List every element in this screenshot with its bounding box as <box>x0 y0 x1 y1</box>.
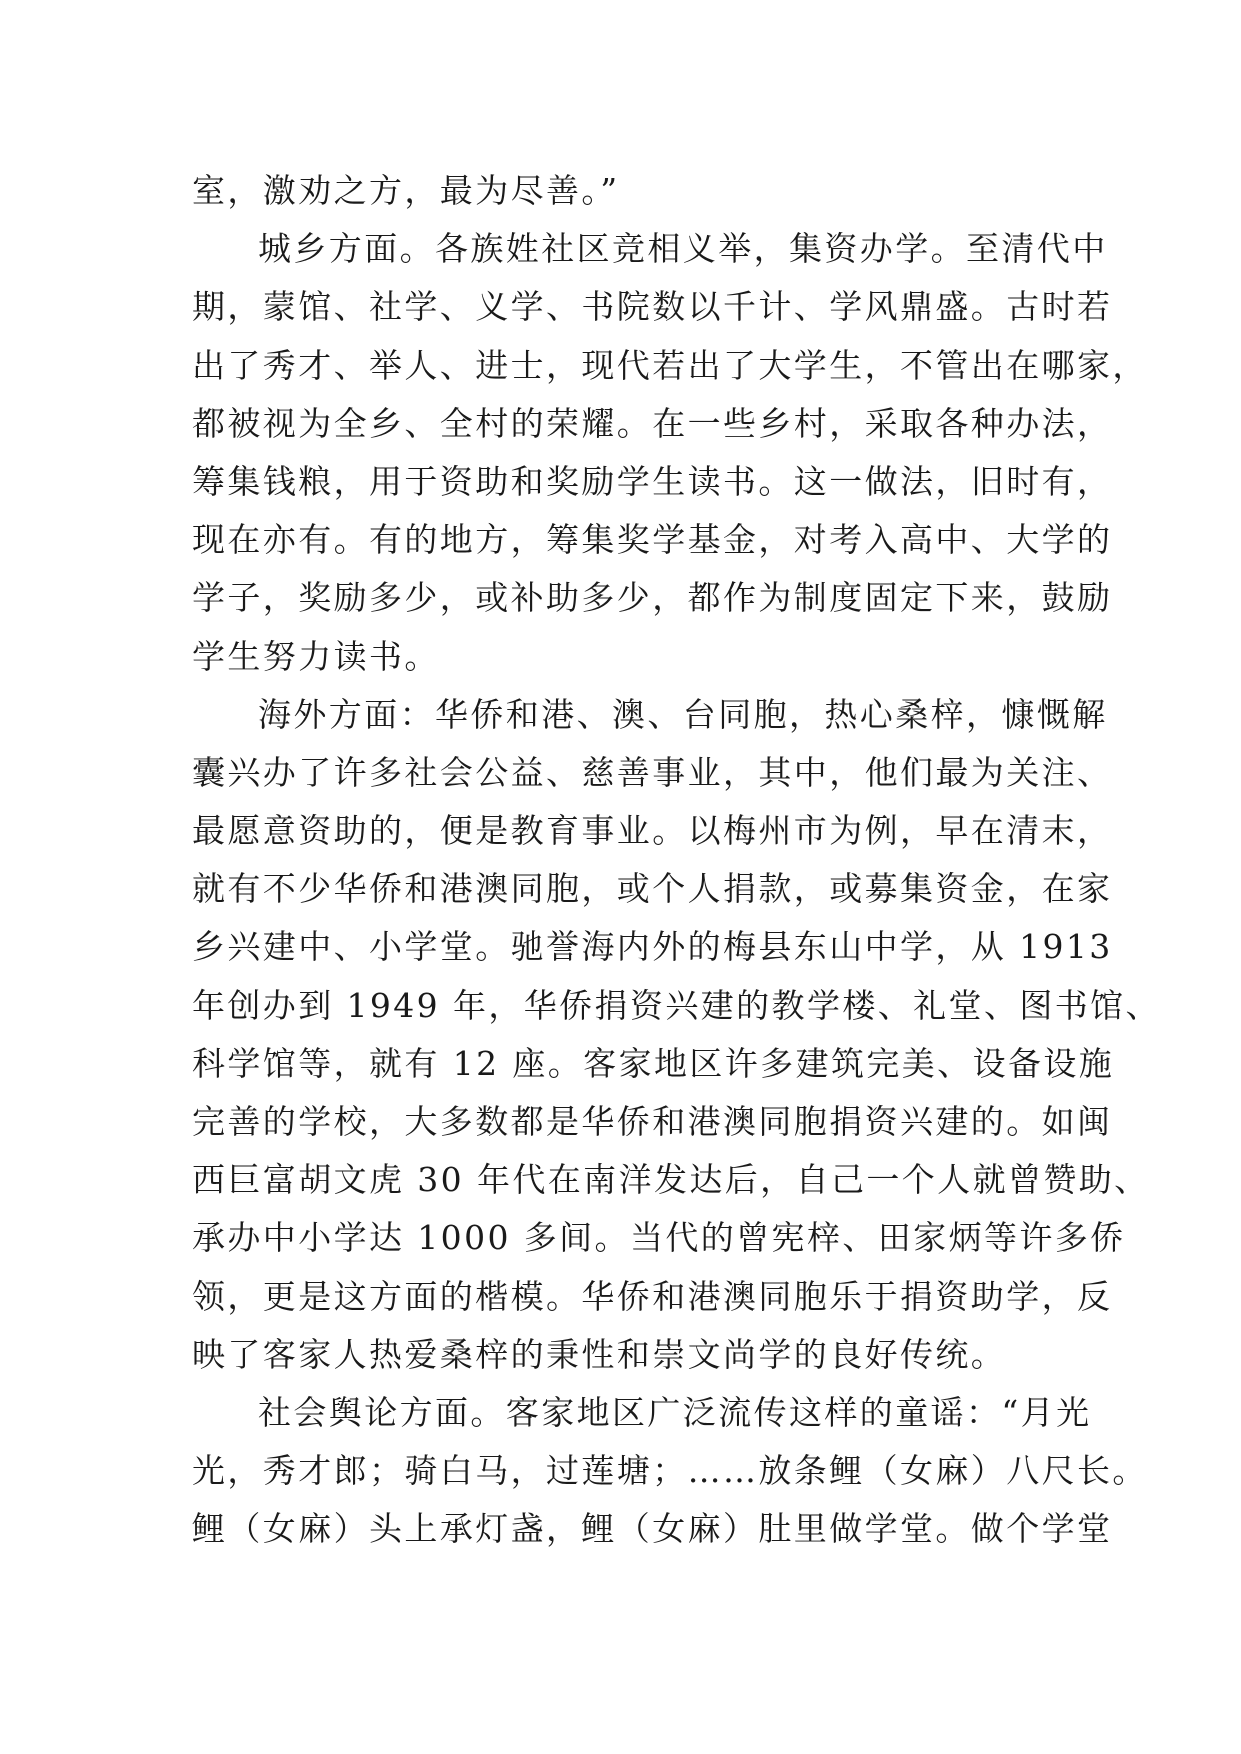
text-line: 领，更是这方面的楷模。华侨和港澳同胞乐于捐资助学，反 <box>192 1276 1113 1316</box>
document-body <box>192 162 1161 1559</box>
text-line: 学子，奖励多少，或补助多少，都作为制度固定下来，鼓励 <box>192 578 1113 618</box>
text-line: 现在亦有。有的地方，筹集奖学基金，对考入高中、大学的 <box>192 520 1113 560</box>
text-line: 映了客家人热爱桑梓的秉性和崇文尚学的良好传统。 <box>192 1334 1007 1374</box>
text-line: 就有不少华侨和港澳同胞，或个人捐款，或募集资金，在家 <box>192 869 1113 909</box>
paragraph-first-line: 社会舆论方面。客家地区广泛流传这样的童谣：“月光 <box>258 1392 1092 1432</box>
text-line: 期，蒙馆、社学、义学、书院数以千计、学风鼎盛。古时若 <box>192 287 1113 327</box>
text-line: 年创办到 1949 年，华侨捐资兴建的教学楼、礼堂、图书馆、 <box>192 985 1161 1025</box>
text-line: 学生努力读书。 <box>192 636 440 676</box>
text-line: 囊兴办了许多社会公益、慈善事业，其中，他们最为关注、 <box>192 752 1113 792</box>
text-line: 光，秀才郎；骑白马，过莲塘；……放条鲤（女麻）八尺长。 <box>192 1451 1148 1491</box>
text-line: 鲤（女麻）头上承灯盏，鲤（女麻）肚里做学堂。做个学堂 <box>192 1509 1113 1549</box>
text-line: 都被视为全乡、全村的荣耀。在一些乡村，采取各种办法， <box>192 403 1113 443</box>
text-line: 完善的学校，大多数都是华侨和港澳同胞捐资兴建的。如闽 <box>192 1102 1113 1141</box>
text-line: 乡兴建中、小学堂。驰誉海内外的梅县东山中学，从 1913 <box>192 927 1113 967</box>
text-line: 承办中小学达 1000 多间。当代的曾宪梓、田家炳等许多侨 <box>192 1218 1126 1258</box>
text-line: 最愿意资助的，便是教育事业。以梅州市为例，早在清末， <box>192 811 1113 851</box>
paragraph-first-line: 城乡方面。各族姓社区竞相义举，集资办学。至清代中 <box>258 229 1108 269</box>
text-line: 筹集钱粮，用于资助和奖励学生读书。这一做法，旧时有， <box>192 461 1113 501</box>
text-line: 西巨富胡文虎 30 年代在南洋发达后，自己一个人就曾赞助、 <box>192 1160 1150 1200</box>
text-line: 科学馆等，就有 12 座。客家地区许多建筑完美、设备设施 <box>192 1043 1115 1083</box>
text-line: 出了秀才、举人、进士，现代若出了大学生，不管出在哪家， <box>192 345 1148 385</box>
paragraph-first-line: 海外方面：华侨和港、澳、台同胞，热心桑梓，慷慨解 <box>258 694 1108 734</box>
text-line: 室，激劝之方，最为尽善。” <box>192 171 620 210</box>
